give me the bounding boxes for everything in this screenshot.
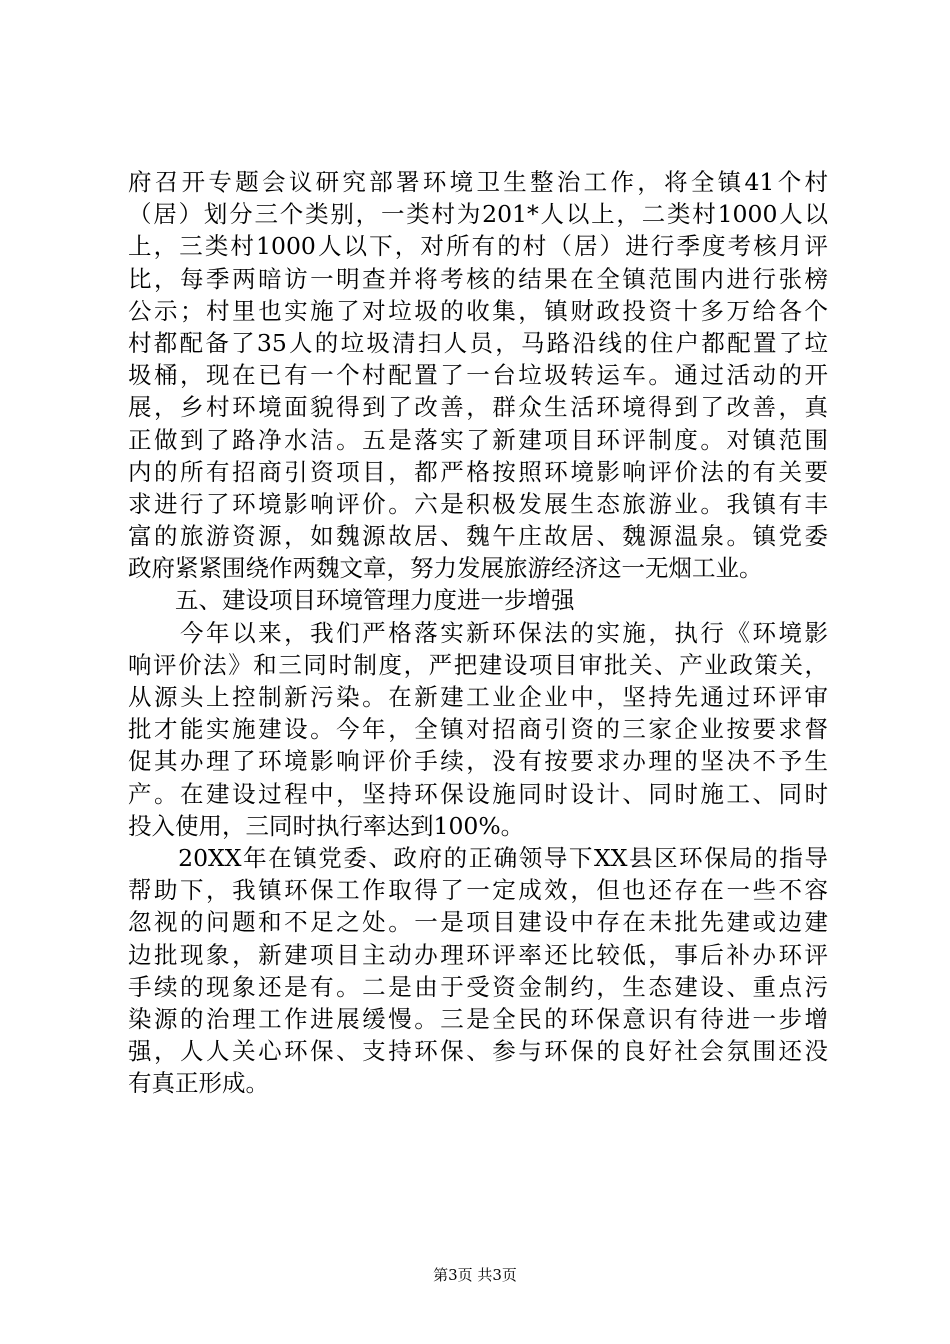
text-line: （居）划分三个类别，一类村为201*人以上，二类村1000人以 (128, 200, 828, 229)
text-line: 忽视的问题和不足之处。一是项目建设中存在未批先建或边建 (128, 908, 828, 937)
text-line: 边批现象，新建项目主动办理环评率还比较低，事后补办环评 (128, 940, 828, 969)
text-line: 比，每季两暗访一明查并将考核的结果在全镇范围内进行张榜 (128, 264, 828, 293)
text-line: 20XX年在镇党委、政府的正确领导下XX县区环保局的指导 (128, 843, 828, 872)
text-line: 产。在建设过程中，坚持环保设施同时设计、同时施工、同时 (128, 779, 828, 808)
text-line: 村都配备了35人的垃圾清扫人员，马路沿线的住户都配置了垃 (128, 328, 828, 357)
text-line: 展，乡村环境面貌得到了改善，群众生活环境得到了改善，真 (128, 393, 828, 422)
text-line: 正做到了路净水洁。五是落实了新建项目环评制度。对镇范围 (128, 425, 828, 454)
text-line: 强，人人关心环保、支持环保、参与环保的良好社会氛围还没 (128, 1037, 828, 1066)
document-body (128, 166, 828, 1099)
text-line: 响评价法》和三同时制度，严把建设项目审批关、产业政策关， (128, 650, 828, 679)
text-line: 批才能实施建设。今年，全镇对招商引资的三家企业按要求督 (128, 715, 828, 744)
text-line: 府召开专题会议研究部署环境卫生整治工作，将全镇41个村 (128, 168, 828, 196)
text-line: 投入使用，三同时执行率达到100%。 (128, 811, 525, 840)
page-number-label: 第3页 共3页 (433, 1266, 517, 1284)
text-line: 帮助下，我镇环保工作取得了一定成效，但也还存在一些不容 (128, 876, 828, 905)
page-footer (0, 1266, 950, 1284)
text-line: 上，三类村1000人以下，对所有的村（居）进行季度考核月评 (128, 232, 828, 261)
text-line: 公示；村里也实施了对垃圾的收集，镇财政投资十多万给各个 (128, 296, 828, 325)
text-line: 促其办理了环境影响评价手续，没有按要求办理的坚决不予生 (128, 747, 828, 776)
text-line: 内的所有招商引资项目，都严格按照环境影响评价法的有关要 (128, 457, 828, 486)
text-line: 从源头上控制新污染。在新建工业企业中，坚持先通过环评审 (128, 683, 828, 711)
text-line: 有真正形成。 (128, 1069, 269, 1098)
text-line: 政府紧紧围绕作两魏文章，努力发展旅游经济这一无烟工业。 (128, 554, 763, 583)
text-line: 手续的现象还是有。二是由于受资金制约，生态建设、重点污 (128, 972, 828, 1001)
text-line: 圾桶，现在已有一个村配置了一台垃圾转运车。通过活动的开 (128, 361, 828, 390)
text-line: 求进行了环境影响评价。六是积极发展生态旅游业。我镇有丰 (128, 489, 828, 518)
text-line: 染源的治理工作进展缓慢。三是全民的环保意识有待进一步增 (128, 1004, 828, 1033)
text-line: 今年以来，我们严格落实新环保法的实施，执行《环境影 (128, 618, 828, 647)
section-heading: 五、建设项目环境管理力度进一步增强 (128, 586, 575, 615)
text-line: 富的旅游资源，如魏源故居、魏午庄故居、魏源温泉。镇党委 (128, 522, 828, 551)
